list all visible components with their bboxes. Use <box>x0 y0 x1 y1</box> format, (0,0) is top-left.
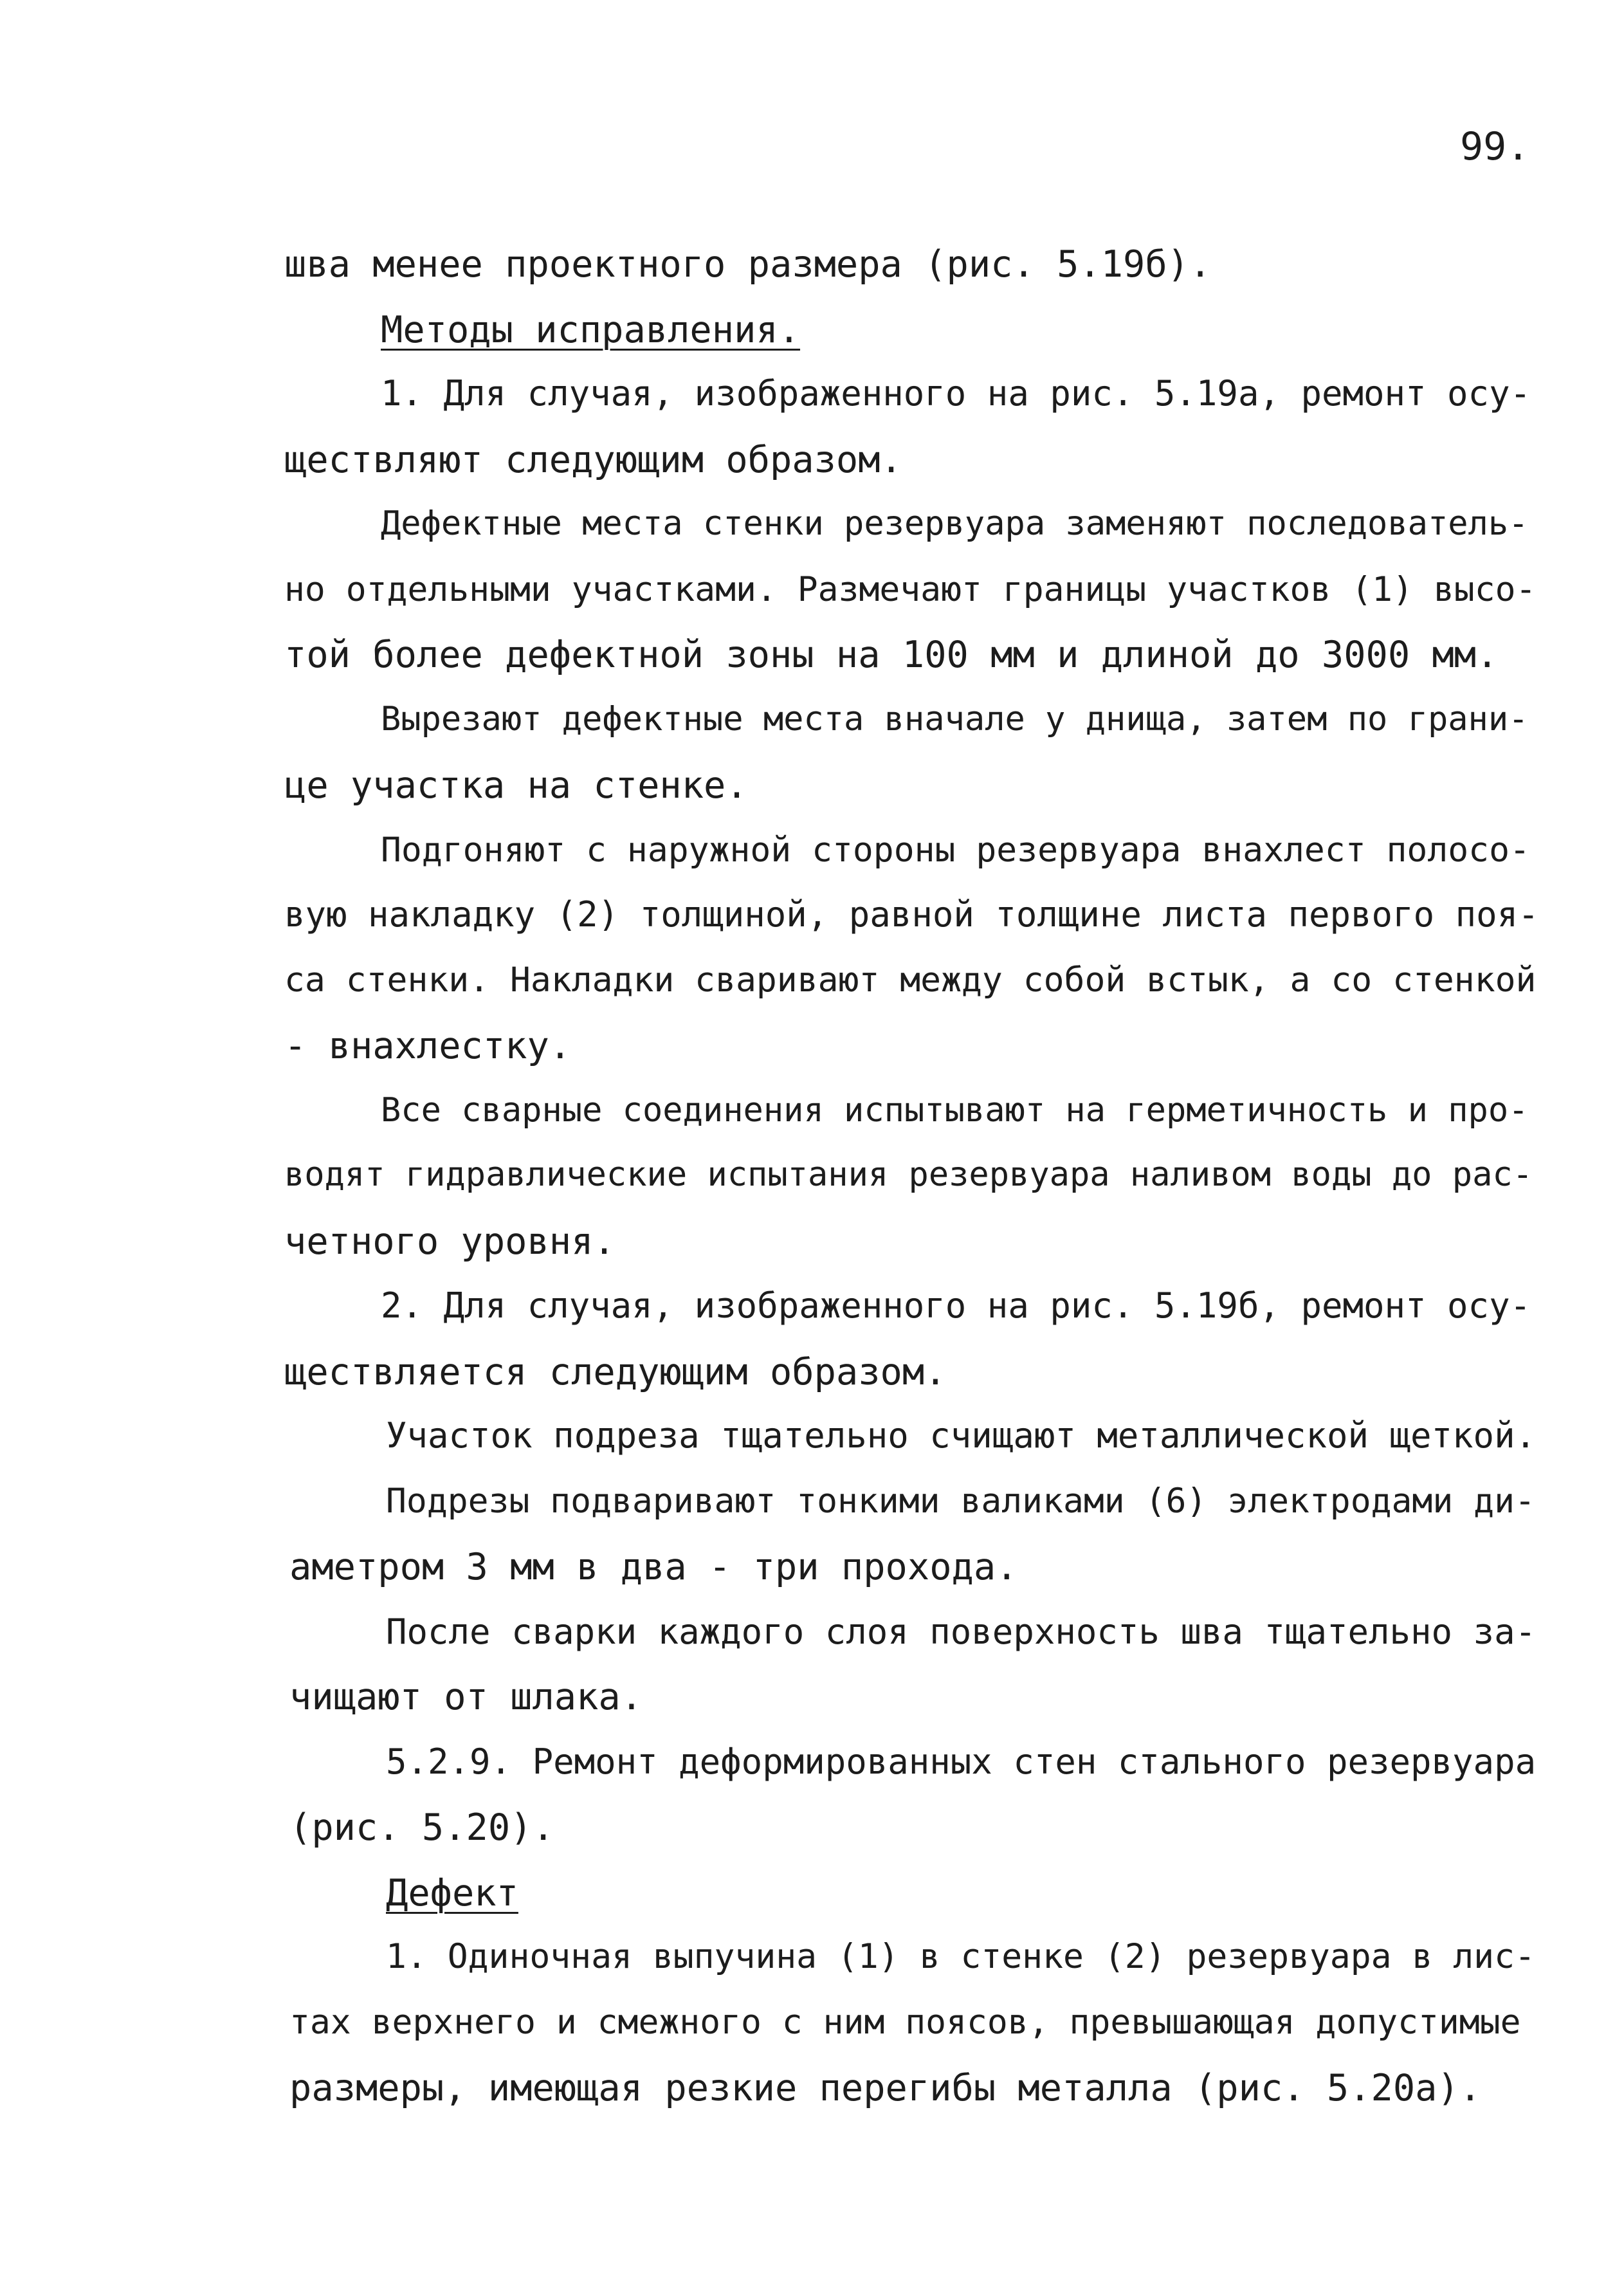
text-line: (рис. 5.20). <box>289 1806 554 1849</box>
text-line: - внахлестку. <box>284 1025 572 1067</box>
text-line: 1. Для случая, изображенного на рис. 5.19а, ремонт осу- <box>381 373 1531 414</box>
text-line: 1. Одиночная выпучина (1) в стенке (2) резервуара в лис- <box>386 1937 1535 1976</box>
text-line: шва менее проектного размера (рис. 5.19б). <box>284 243 1212 286</box>
text-line: Подрезы подваривают тонкими валиками (6) электродами ди- <box>386 1482 1535 1521</box>
text-line: Участок подреза тщательно счищают металлической щеткой. <box>386 1415 1537 1456</box>
text-line: размеры, имеющая резкие перегибы металла (рис. 5.20а). <box>289 2067 1482 2109</box>
section-heading-methods: Методы исправления. <box>381 309 801 351</box>
text-line: Дефектные места стенки резервуара заменяют последователь- <box>381 504 1529 543</box>
text-line: ществляется следующим образом. <box>284 1351 947 1393</box>
text-line: аметром 3 мм в два - три прохода. <box>289 1546 1018 1588</box>
text-line: четного уровня. <box>284 1220 616 1263</box>
page-number: 99. <box>1460 124 1530 169</box>
text-line: тах верхнего и смежного с ним поясов, превышающая допустимые <box>289 2003 1521 2042</box>
text-line: той более дефектной зоны на 100 мм и длиной до 3000 мм. <box>284 634 1499 676</box>
text-line: 2. Для случая, изображенного на рис. 5.19б, ремонт осу- <box>381 1285 1531 1326</box>
text-line: водят гидравлические испытания резервуара наливом воды до рас- <box>284 1155 1533 1194</box>
text-line: Подгоняют с наружной стороны резервуара внахлест полосо- <box>381 831 1530 870</box>
text-line: После сварки каждого слоя поверхность шва тщательно за- <box>386 1611 1537 1652</box>
text-line: Вырезают дефектные места вначале у днища, затем по грани- <box>381 700 1529 739</box>
text-line: Все сварные соединения испытывают на герметичность и про- <box>381 1091 1529 1130</box>
text-line: вую накладку (2) толщиной, равной толщине листа первого поя- <box>284 894 1539 935</box>
text-line: це участка на стенке. <box>284 764 748 807</box>
text-line: са стенки. Накладки сваривают между собой встык, а со стенкой <box>284 960 1537 1000</box>
text-line: чищают от шлака. <box>289 1676 643 1718</box>
section-heading-defect: Дефект <box>386 1872 518 1914</box>
section-heading-9: 5.2.9. Ремонт деформированных стен стального резервуара <box>386 1741 1537 1782</box>
text-line: но отдельными участками. Размечают границы участков (1) высо- <box>284 570 1537 609</box>
text-line: ществляют следующим образом. <box>284 439 902 481</box>
